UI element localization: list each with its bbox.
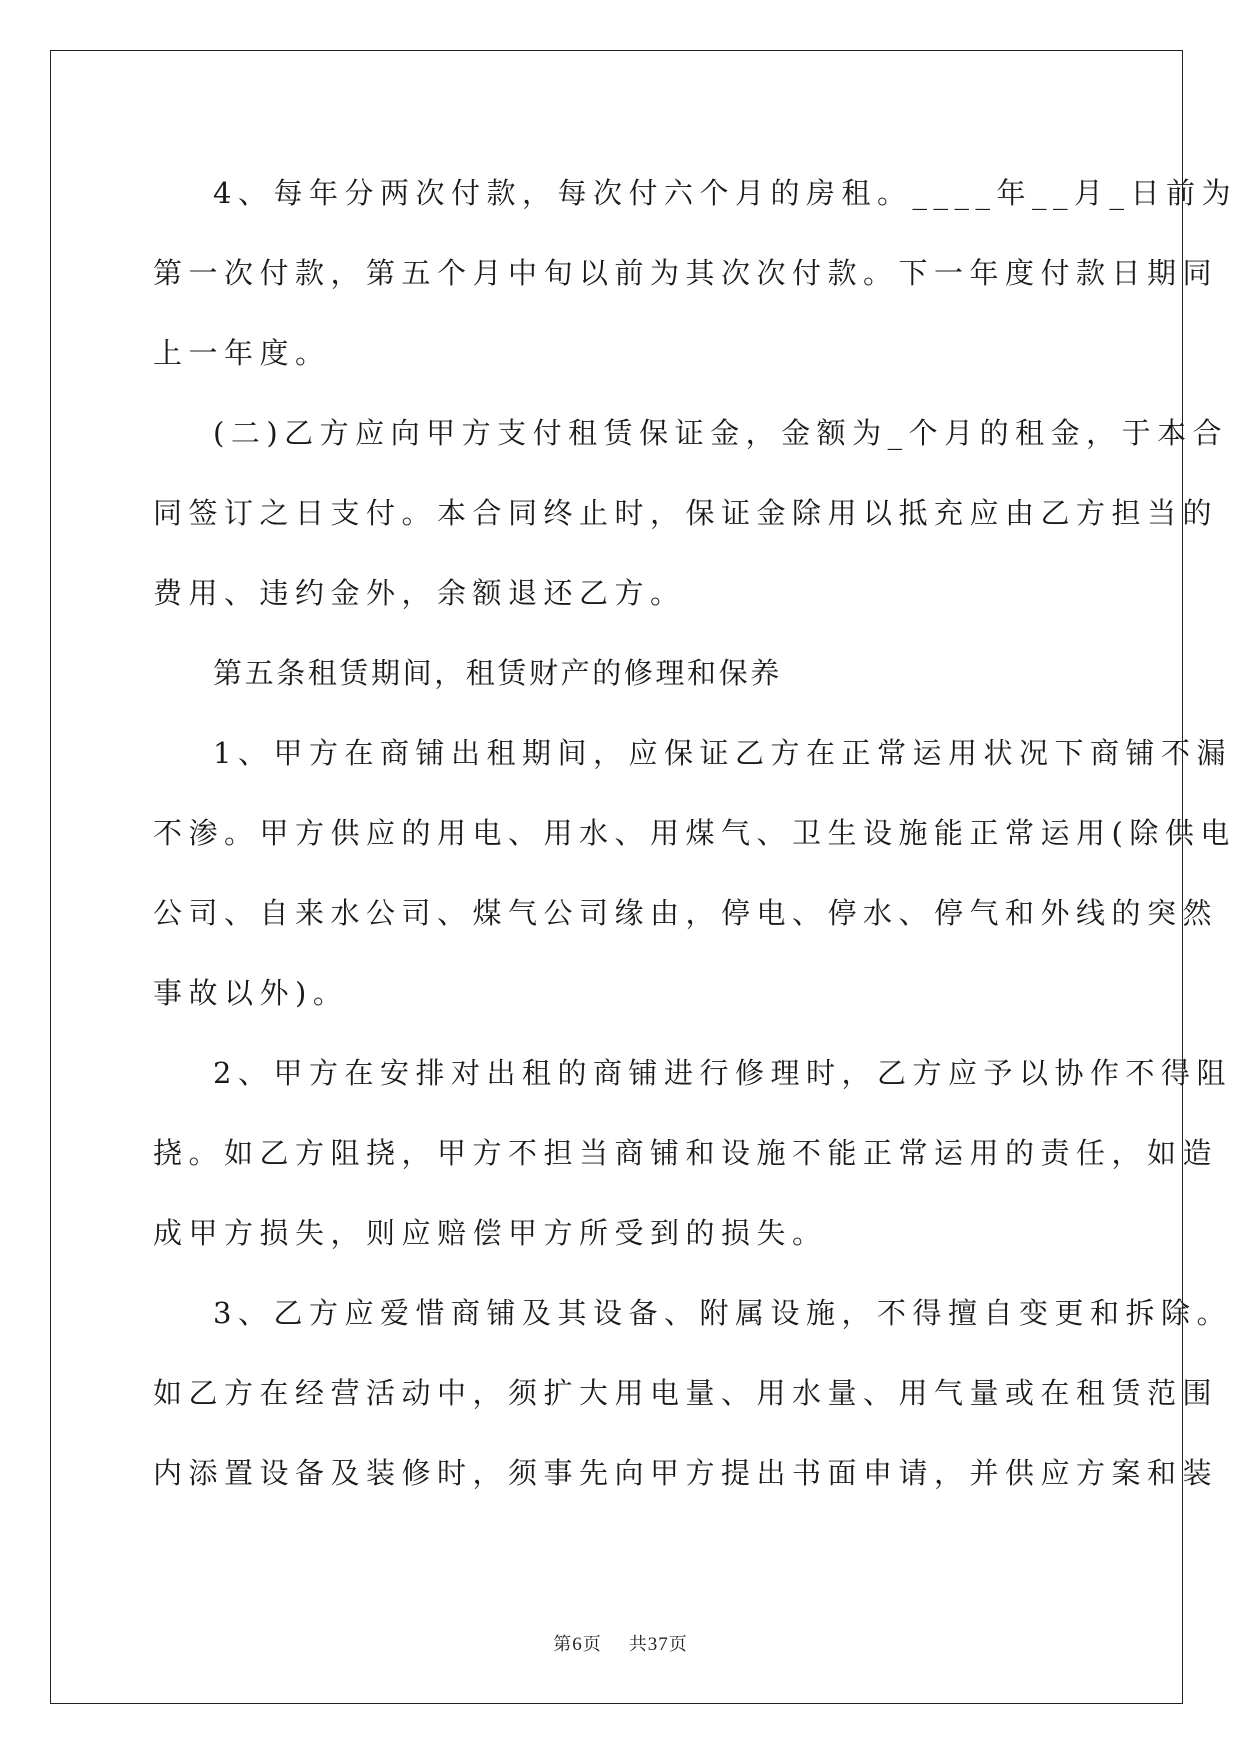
paragraph-3-line-1: 1、甲方在商铺出租期间，应保证乙方在正常运用状况下商铺不漏 xyxy=(213,736,1232,770)
section-heading-article-5: 第五条租赁期间，租赁财产的修理和保养 xyxy=(213,656,782,690)
document-body xyxy=(153,165,1237,1525)
paragraph-3-line-2: 不渗。甲方供应的用电、用水、用煤气、卫生设施能正常运用(除供电 xyxy=(153,816,1236,850)
paragraph-4-line-1: 2、甲方在安排对出租的商铺进行修理时，乙方应予以协作不得阻 xyxy=(213,1056,1232,1090)
paragraph-5-line-1: 3、乙方应爱惜商铺及其设备、附属设施，不得擅自变更和拆除。 xyxy=(213,1296,1232,1330)
paragraph-5-line-3: 内添置设备及装修时，须事先向甲方提出书面申请，并供应方案和装 xyxy=(153,1456,1219,1490)
total-pages: 37 xyxy=(647,1634,669,1655)
total-suffix: 页 xyxy=(668,1634,688,1655)
paragraph-1-line-3: 上一年度。 xyxy=(153,336,331,370)
page-number: 6 xyxy=(572,1634,583,1655)
page-suffix: 页 xyxy=(582,1634,602,1655)
paragraph-3-line-4: 事故以外)。 xyxy=(153,976,349,1010)
paragraph-3-line-3: 公司、自来水公司、煤气公司缘由，停电、停水、停气和外线的突然 xyxy=(153,896,1219,930)
total-prefix: 共 xyxy=(628,1634,648,1655)
paragraph-1-line-1: 4、每年分两次付款，每次付六个月的房租。____年__月_日前为 xyxy=(213,176,1237,210)
page-footer xyxy=(0,1630,1241,1656)
page-prefix: 第 xyxy=(553,1634,573,1655)
paragraph-1-line-2: 第一次付款，第五个月中旬以前为其次次付款。下一年度付款日期同 xyxy=(153,256,1219,290)
paragraph-4-line-2: 挠。如乙方阻挠，甲方不担当商铺和设施不能正常运用的责任，如造 xyxy=(153,1136,1219,1170)
paragraph-2-line-2: 同签订之日支付。本合同终止时，保证金除用以抵充应由乙方担当的 xyxy=(153,496,1219,530)
paragraph-2-line-1: (二)乙方应向甲方支付租赁保证金，金额为_个月的租金，于本合 xyxy=(213,416,1229,450)
paragraph-5-line-2: 如乙方在经营活动中，须扩大用电量、用水量、用气量或在租赁范围 xyxy=(153,1376,1219,1410)
paragraph-4-line-3: 成甲方损失，则应赔偿甲方所受到的损失。 xyxy=(153,1216,828,1250)
paragraph-2-line-3: 费用、违约金外，余额退还乙方。 xyxy=(153,576,686,610)
